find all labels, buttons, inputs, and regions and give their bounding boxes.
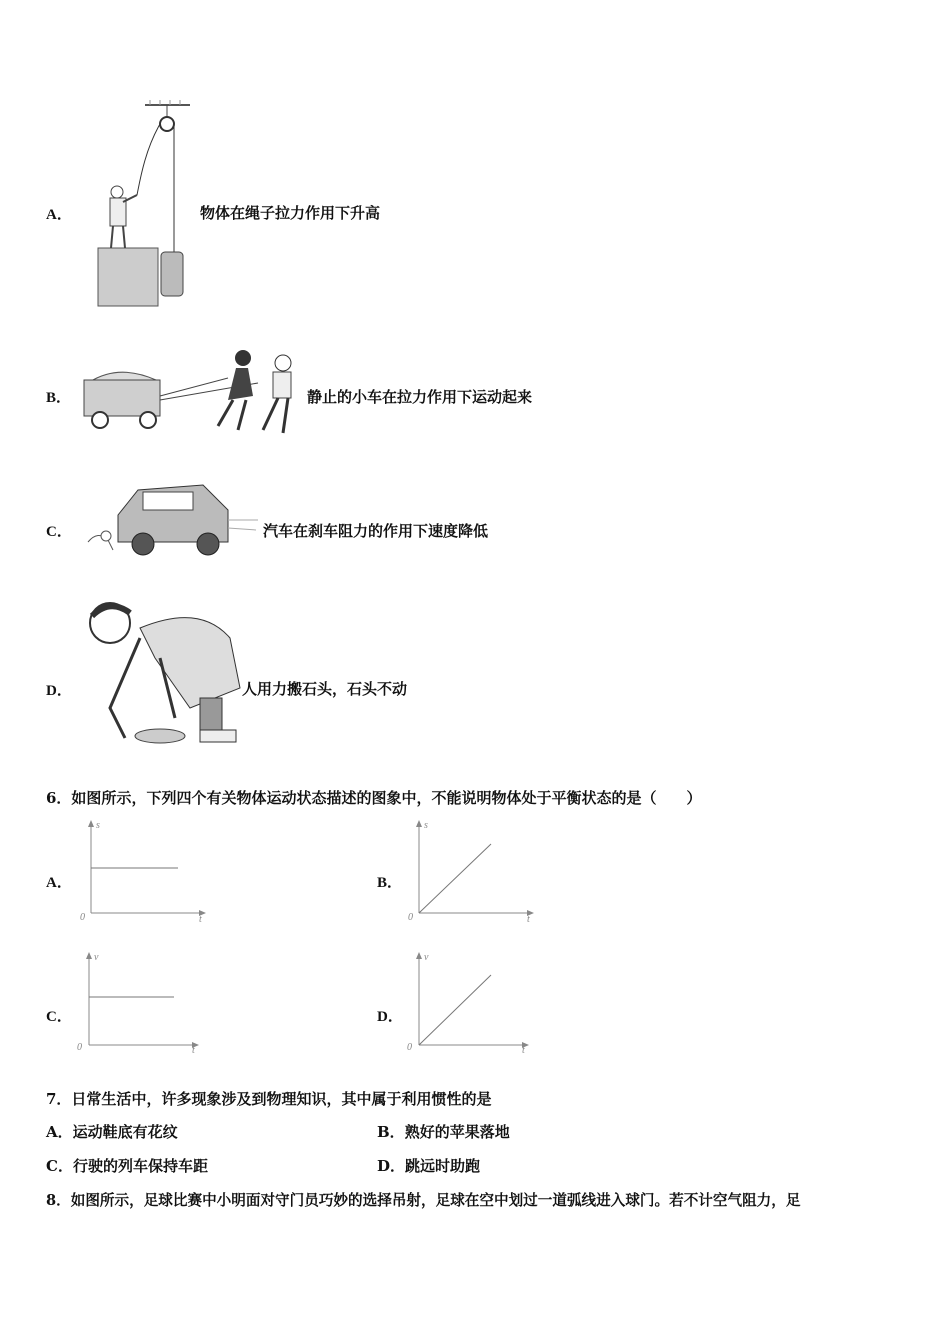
q7-stem: 7．日常生活中，许多现象涉及到物理知识，其中属于利用惯性的是 (46, 1090, 492, 1108)
q6-graph-b-x-label: t (527, 914, 530, 925)
q5-option-d-text: 人用力搬石头，石头不动 (242, 680, 408, 698)
q6-graph-c (74, 950, 204, 1055)
q6-graph-c-x-label: t (192, 1045, 195, 1056)
q6-graph-d-x-label: t (522, 1045, 525, 1056)
q8-stem: 8．如图所示，足球比赛中小明面对守门员巧妙的选择吊射，足球在空中划过一道弧线进入球门。若不计空气阻力，足 (46, 1192, 801, 1209)
q7-option-a-text: 运动鞋底有花纹 (72, 1123, 178, 1141)
q7-option-c-text: 行驶的列车保持车距 (72, 1157, 208, 1175)
q6-graph-a-x-label: t (199, 914, 202, 925)
q6-stem: 6．如图所示，下列四个有关物体运动状态描述的图象中，不能说明物体处于平衡状态的是（ ） (46, 789, 702, 807)
q7-option-c (46, 1155, 208, 1176)
q6-graph-c-origin: 0 (77, 1042, 82, 1053)
kids-pull-cart-illustration (78, 338, 308, 438)
q5-option-b-label: B． (46, 390, 72, 406)
q7-option-d (377, 1155, 480, 1176)
q7-option-d-text: 跳远时助跑 (405, 1157, 481, 1175)
q6-graph-c-y-label: v (94, 952, 99, 963)
q5-option-b-text: 静止的小车在拉力作用下运动起来 (307, 388, 533, 406)
q6-graph-a-origin: 0 (80, 912, 85, 923)
q6-graph-c-label: C． (46, 1009, 72, 1025)
q7-option-b-text: 熟好的苹果落地 (404, 1123, 510, 1141)
q5-option-d-label: D． (46, 683, 72, 699)
q7-option-c-label: C． (46, 1157, 73, 1175)
q6-graph-b (404, 818, 534, 923)
q6-graph-d-y-label: v (424, 952, 429, 963)
q7-option-a (46, 1121, 178, 1142)
q6-graph-d (404, 950, 534, 1055)
q7-option-b (377, 1121, 510, 1142)
q5-option-a-label: A． (46, 207, 72, 223)
car-braking-illustration (78, 470, 263, 565)
q6-graph-b-line (419, 844, 491, 913)
q6-graph-a-y-label: s (96, 820, 100, 831)
q6-graph-a-label: A． (46, 875, 72, 891)
q6-graph-b-label: B． (377, 875, 403, 891)
q6-graph-d-line (419, 975, 491, 1045)
q7-option-d-label: D． (377, 1157, 406, 1175)
q6-graph-b-y-label: s (424, 820, 428, 831)
q6-graph-d-label: D． (377, 1009, 403, 1025)
pulley-lift-illustration (95, 100, 195, 310)
q5-option-c-label: C． (46, 524, 72, 540)
q6-graph-d-origin: 0 (407, 1042, 412, 1053)
q6-graph-b-origin: 0 (408, 912, 413, 923)
q5-option-a-text: 物体在绳子拉力作用下升高 (200, 204, 381, 222)
q5-option-c-text: 汽车在刹车阻力的作用下速度降低 (263, 522, 489, 540)
q7-option-a-label: A． (46, 1123, 73, 1141)
person-lift-stone-illustration (80, 598, 250, 748)
q6-graph-a (76, 818, 206, 923)
q7-option-b-label: B． (377, 1123, 405, 1141)
